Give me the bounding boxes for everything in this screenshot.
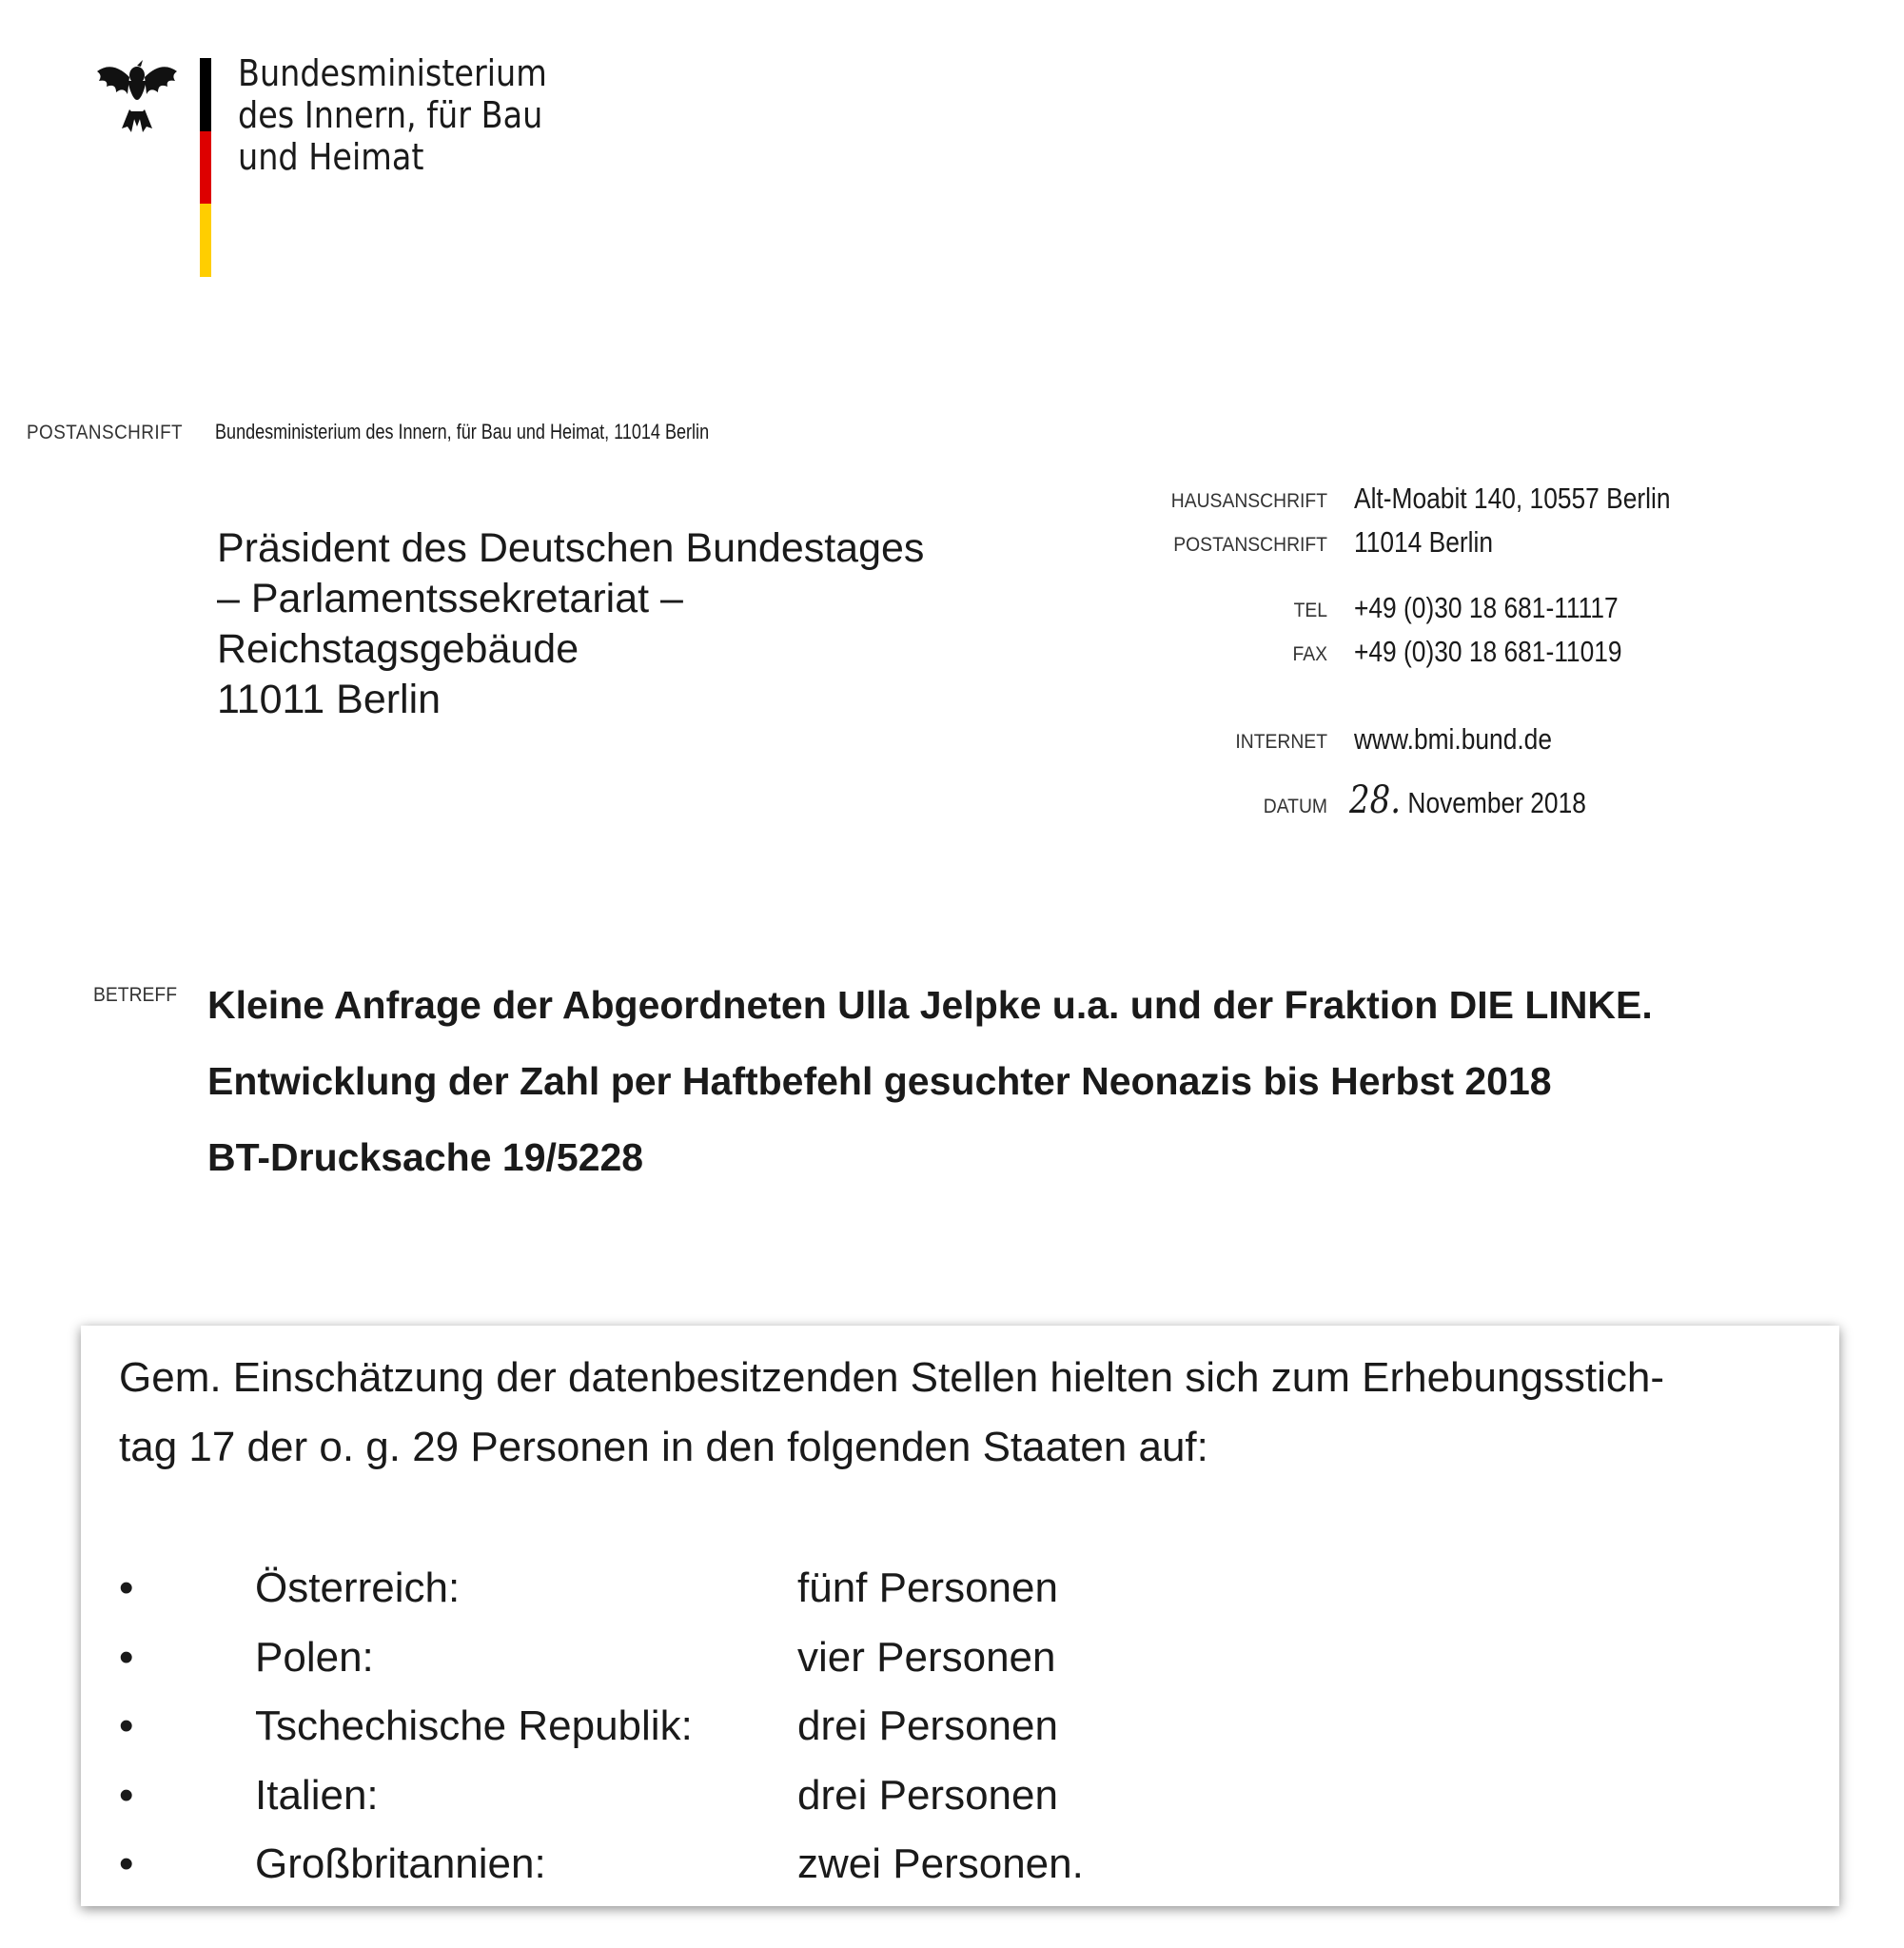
ministry-name xyxy=(238,52,547,178)
subject-label: BETREFF xyxy=(93,984,178,1006)
bullet: • xyxy=(119,1702,134,1749)
excerpt-card xyxy=(81,1326,1839,1906)
person-count: zwei Personen. xyxy=(797,1840,1084,1887)
recipient-line-2: – Parlamentssekretariat – xyxy=(217,576,683,621)
bullet: • xyxy=(119,1771,134,1819)
datum-day-handwritten: 28. xyxy=(1349,778,1402,822)
subject-line-3: BT-Drucksache 19/5228 xyxy=(207,1135,644,1179)
federal-eagle-icon xyxy=(93,52,181,132)
postanschrift-value: 11014 Berlin xyxy=(1354,525,1494,559)
person-count: fünf Personen xyxy=(797,1564,1058,1611)
country-name: Polen: xyxy=(255,1633,374,1681)
excerpt-intro-line-2: tag 17 der o. g. 29 Personen in den folgenden Staaten auf: xyxy=(119,1424,1208,1470)
postanschrift-label: POSTANSCHRIFT xyxy=(1173,534,1327,556)
german-flag-bar xyxy=(200,58,211,277)
internet-value: www.bmi.bund.de xyxy=(1354,722,1552,756)
person-count: drei Personen xyxy=(797,1702,1058,1749)
datum-label: DATUM xyxy=(1263,796,1327,817)
country-name: Österreich: xyxy=(255,1564,461,1611)
recipient-line-4: 11011 Berlin xyxy=(217,677,442,722)
ministry-line-3: und Heimat xyxy=(238,136,424,178)
excerpt-intro-line-1: Gem. Einschätzung der datenbesitzenden Stellen hielten sich zum Erhebungsstich- xyxy=(119,1354,1665,1401)
subject-line-1: Kleine Anfrage der Abgeordneten Ulla Jelpke u.a. und der Fraktion DIE LINKE. xyxy=(207,983,1653,1027)
bullet: • xyxy=(119,1840,134,1887)
country-name: Großbritannien: xyxy=(255,1840,546,1887)
return-address-label: POSTANSCHRIFT xyxy=(27,422,184,443)
internet-label: INTERNET xyxy=(1235,731,1327,753)
hausanschrift-label: HAUSANSCHRIFT xyxy=(1170,490,1327,512)
flag-stripe-gold xyxy=(200,204,211,277)
datum-month-year: November 2018 xyxy=(1407,786,1586,819)
ministry-line-1: Bundesministerium xyxy=(238,52,547,94)
excerpt-intro xyxy=(119,1343,1822,1482)
country-name: Italien: xyxy=(255,1771,379,1819)
tel-label: TEL xyxy=(1293,600,1327,621)
subject-block xyxy=(207,967,1653,1195)
return-address-value: Bundesministerium des Innern, für Bau und Heimat, 11014 Berlin xyxy=(215,420,710,443)
return-address-line xyxy=(27,420,710,444)
flag-stripe-red xyxy=(200,131,211,205)
subject-line-2: Entwicklung der Zahl per Haftbefehl gesuchter Neonazis bis Herbst 2018 xyxy=(207,1059,1552,1103)
bullet: • xyxy=(119,1564,134,1611)
recipient-line-3: Reichstagsgebäude xyxy=(217,626,579,672)
ministry-line-2: des Innern, für Bau xyxy=(238,94,543,136)
recipient-line-1: Präsident des Deutschen Bundestages xyxy=(217,525,925,571)
recipient-address xyxy=(217,523,924,725)
hausanschrift-value: Alt-Moabit 140, 10557 Berlin xyxy=(1354,482,1671,515)
datum-value xyxy=(1349,778,1586,822)
fax-value: +49 (0)30 18 681-11019 xyxy=(1354,635,1622,668)
tel-value: +49 (0)30 18 681-11117 xyxy=(1354,591,1619,624)
fax-label: FAX xyxy=(1292,643,1327,665)
bullet: • xyxy=(119,1633,134,1681)
person-count: vier Personen xyxy=(797,1633,1056,1681)
country-name: Tschechische Republik: xyxy=(255,1702,693,1749)
flag-stripe-black xyxy=(200,58,211,131)
person-count: drei Personen xyxy=(797,1771,1058,1819)
